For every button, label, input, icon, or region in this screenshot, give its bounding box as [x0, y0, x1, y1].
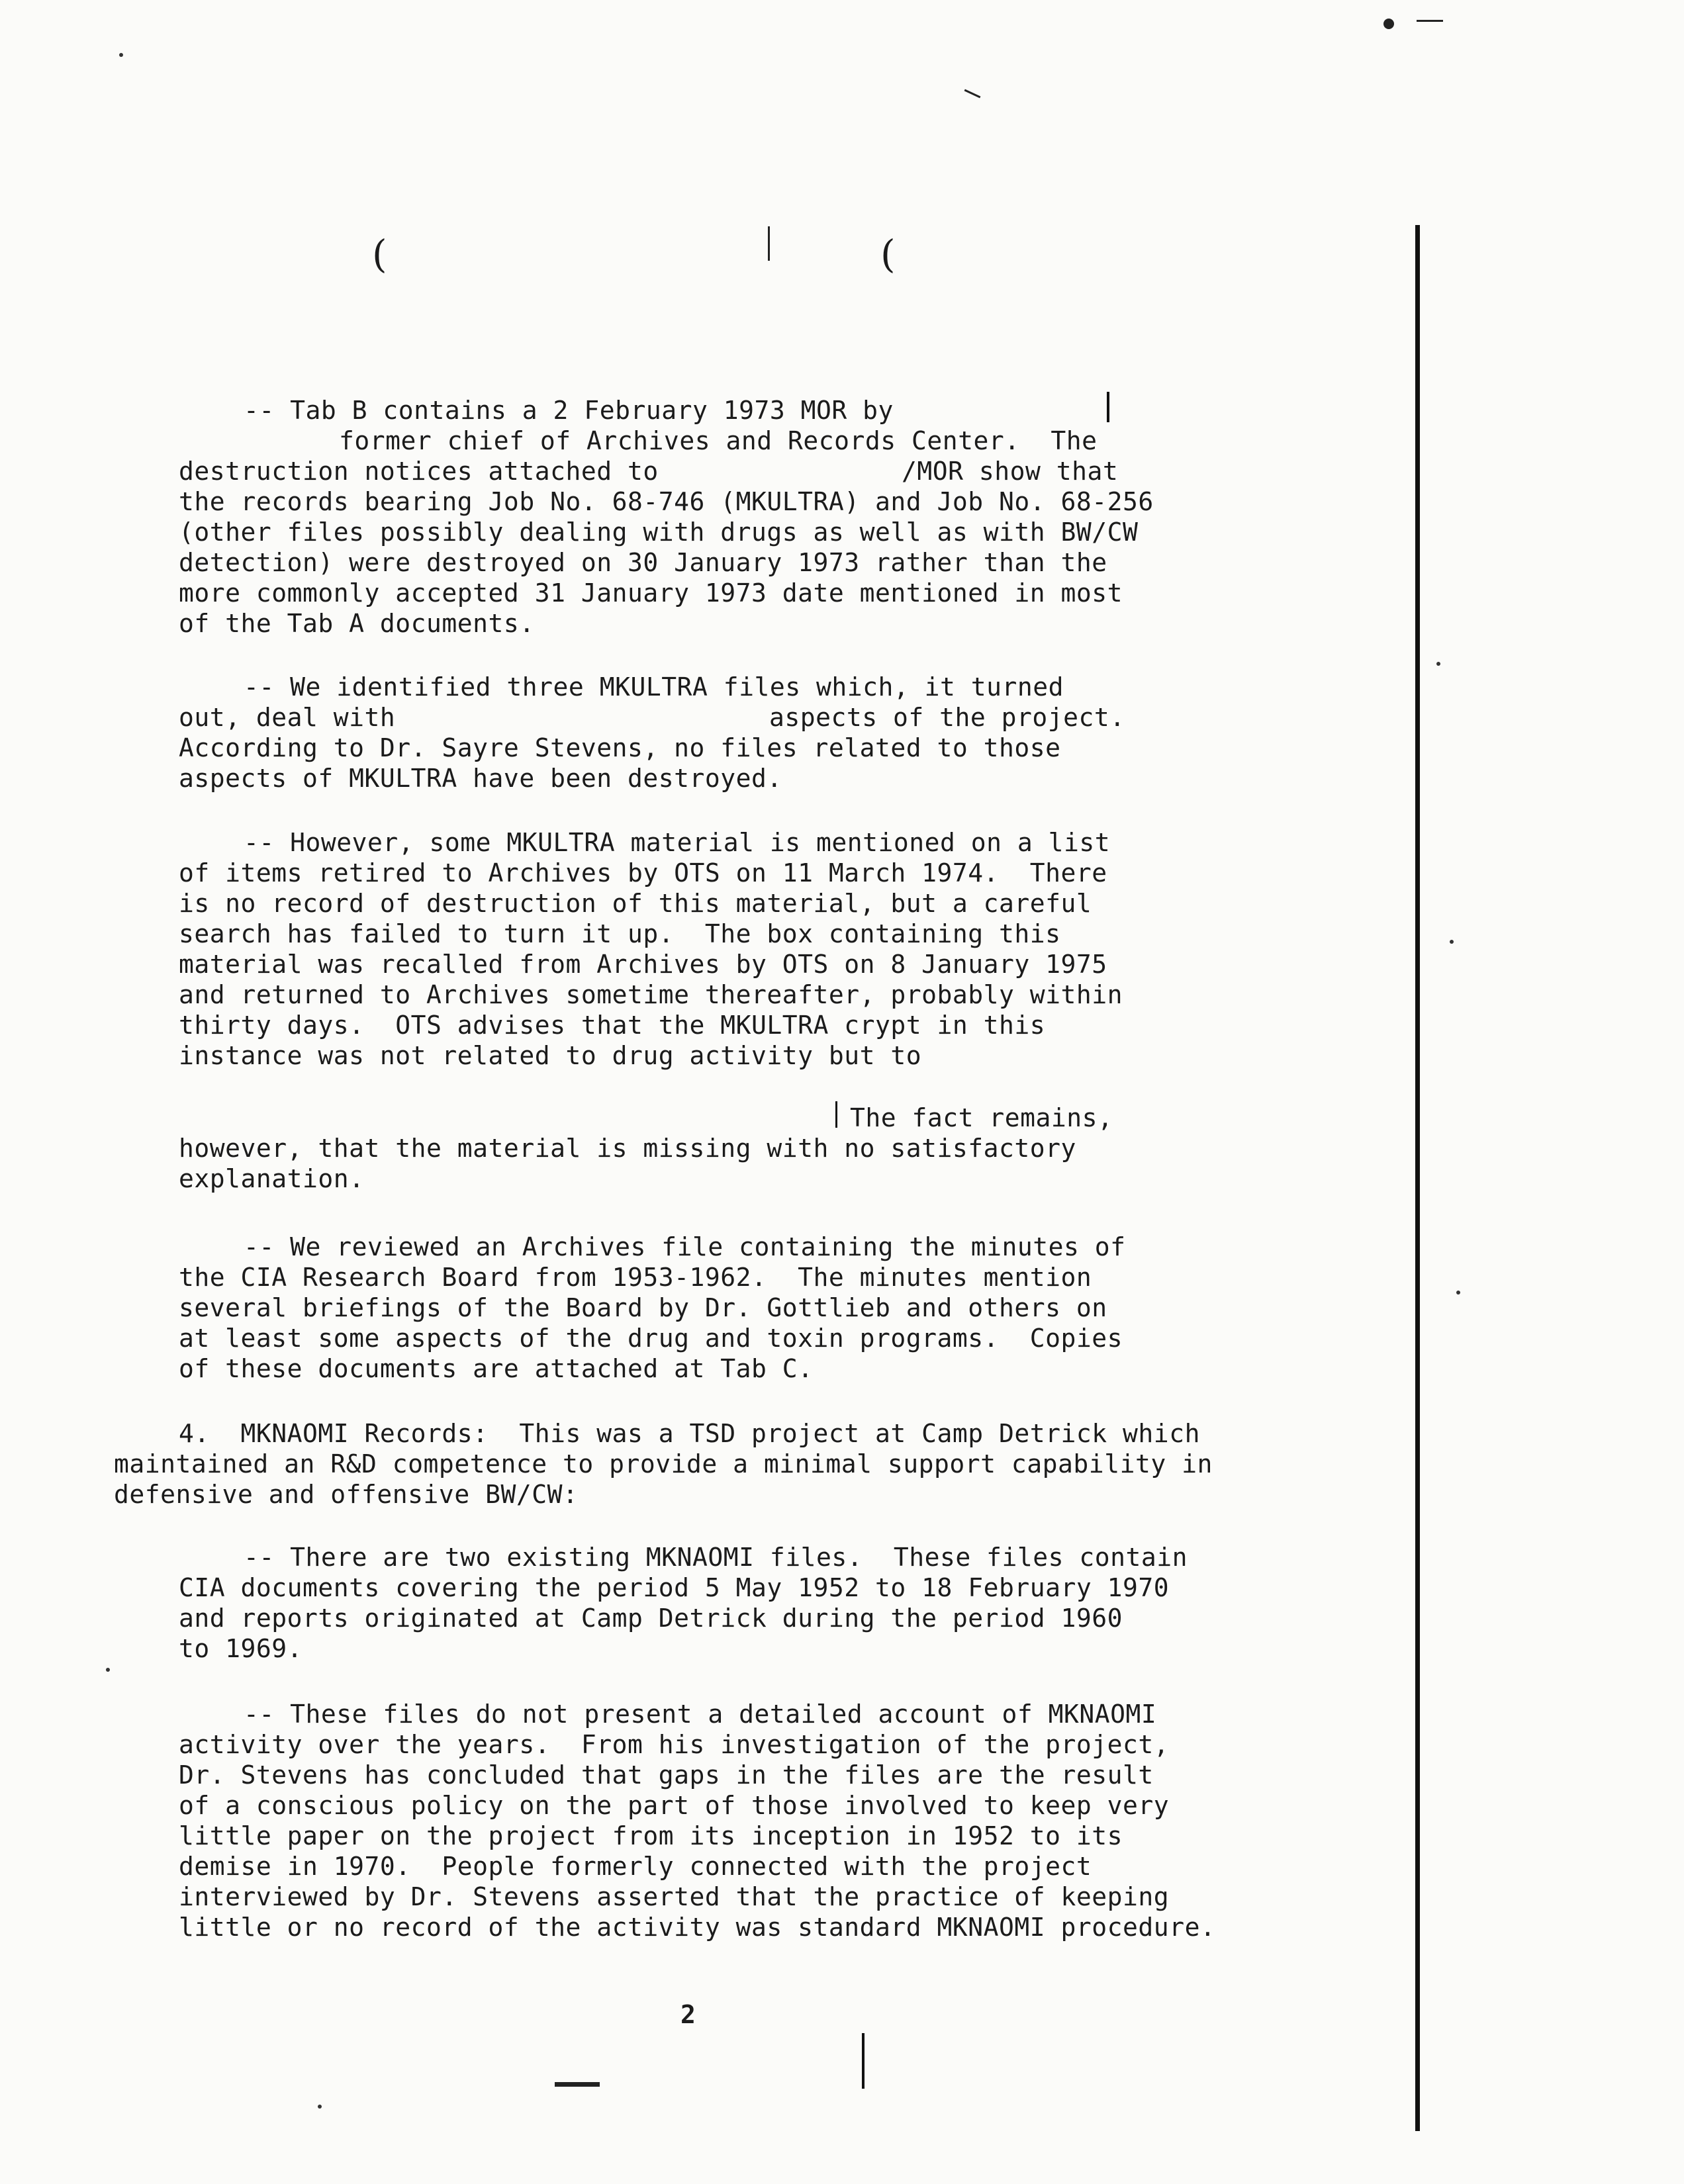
scan-mark-blot [1383, 19, 1394, 29]
section-heading-line: 4. MKNAOMI Records: This was a TSD project at Camp Detrick which [179, 1419, 1200, 1448]
text-line: -- We identified three MKULTRA files which, it turned [244, 672, 1064, 702]
text-line: the records bearing Job No. 68-746 (MKULTRA) and Job No. 68-256 [179, 487, 1154, 516]
text-line: -- These files do not present a detailed account of MKNAOMI [244, 1700, 1157, 1729]
page-number: 2 [680, 2000, 696, 2029]
redaction-bar-mark [835, 1101, 837, 1128]
text-line: -- We reviewed an Archives file containing the minutes of [244, 1232, 1126, 1261]
text-line: and returned to Archives sometime thereafter, probably within [179, 980, 1123, 1009]
redaction-bar-mark [1107, 392, 1109, 422]
scan-mark-bottom-dash [555, 2082, 600, 2087]
text-line: several briefings of the Board by Dr. Gottlieb and others on [179, 1293, 1107, 1322]
speck [1456, 1291, 1460, 1295]
text-line: Dr. Stevens has concluded that gaps in the files are the result [179, 1760, 1154, 1790]
text-line: (other files possibly dealing with drugs as well as with BW/CW [179, 518, 1139, 547]
speck [1436, 662, 1440, 666]
scan-mark-stroke [964, 89, 981, 99]
text-line: little or no record of the activity was standard MKNAOMI procedure. [179, 1913, 1216, 1942]
text-line: of these documents are attached at Tab C. [179, 1354, 814, 1383]
scan-mark-bottom-bar [862, 2033, 865, 2089]
speck [318, 2105, 322, 2109]
text-line: of the Tab A documents. [179, 609, 535, 638]
text-line: According to Dr. Sayre Stevens, no files related to those [179, 733, 1061, 762]
text-line: destruction notices attached to [179, 457, 659, 486]
text-line: material was recalled from Archives by OTS on 8 January 1975 [179, 950, 1107, 979]
text-line: -- Tab B contains a 2 February 1973 MOR by [244, 396, 894, 425]
text-line: of items retired to Archives by OTS on 11 March 1974. There [179, 858, 1107, 887]
scan-mark-paren-left: ( [372, 232, 387, 277]
text-line: and reports originated at Camp Detrick during the period 1960 [179, 1604, 1123, 1633]
text-line: more commonly accepted 31 January 1973 date mentioned in most [179, 578, 1123, 608]
text-line: to 1969. [179, 1634, 303, 1663]
text-line: aspects of MKULTRA have been destroyed. [179, 764, 782, 793]
speck [119, 53, 123, 57]
scan-mark-dash [1417, 20, 1443, 22]
text-line: /MOR show that [902, 457, 1119, 486]
text-line: CIA documents covering the period 5 May 1952 to 18 February 1970 [179, 1573, 1170, 1602]
text-line: demise in 1970. People formerly connected with the project [179, 1852, 1092, 1881]
text-line: activity over the years. From his investigation of the project, [179, 1730, 1170, 1759]
text-line: former chief of Archives and Records Center. The [339, 426, 1098, 455]
text-line: -- There are two existing MKNAOMI files. These files contain [244, 1543, 1188, 1572]
text-line: interviewed by Dr. Stevens asserted that the practice of keeping [179, 1882, 1170, 1911]
text-line: search has failed to turn it up. The box containing this [179, 919, 1061, 948]
text-line: is no record of destruction of this material, but a careful [179, 889, 1092, 918]
text-line: detection) were destroyed on 30 January 1973 rather than the [179, 548, 1107, 577]
text-line: instance was not related to drug activity but to [179, 1041, 922, 1070]
text-line: -- However, some MKULTRA material is mentioned on a list [244, 828, 1111, 857]
right-margin-rule [1415, 225, 1420, 2131]
text-line: out, deal with [179, 703, 396, 732]
text-line: defensive and offensive BW/CW: [114, 1480, 579, 1509]
text-line: The fact remains, [850, 1103, 1113, 1132]
text-line: thirty days. OTS advises that the MKULTRA crypt in this [179, 1011, 1046, 1040]
text-line: of a conscious policy on the part of those involved to keep very [179, 1791, 1170, 1820]
text-line: maintained an R&D competence to provide a minimal support capability in [114, 1449, 1213, 1479]
text-line: explanation. [179, 1164, 365, 1193]
speck [1450, 940, 1454, 944]
text-line: the CIA Research Board from 1953-1962. The minutes mention [179, 1263, 1092, 1292]
text-line: little paper on the project from its inception in 1952 to its [179, 1821, 1123, 1850]
text-line: aspects of the project. [769, 703, 1125, 732]
text-line: however, that the material is missing with no satisfactory [179, 1134, 1076, 1163]
scan-mark-tick [768, 226, 770, 261]
text-line: at least some aspects of the drug and toxin programs. Copies [179, 1324, 1123, 1353]
scan-mark-paren-right: ( [880, 232, 896, 277]
speck [106, 1668, 110, 1672]
